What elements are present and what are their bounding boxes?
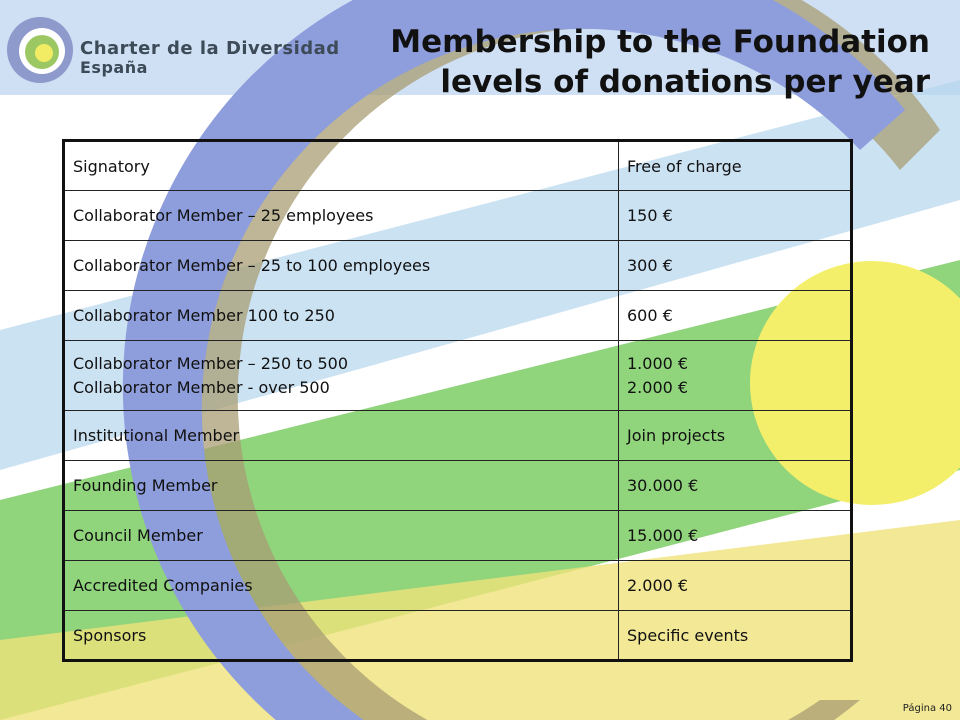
- donation-value-cell: 300 €: [619, 241, 852, 291]
- membership-level-cell: Council Member: [64, 511, 619, 561]
- membership-level-cell: Accredited Companies: [64, 561, 619, 611]
- table-row: [64, 141, 852, 191]
- slide-title-line2: levels of donations per year: [440, 64, 930, 100]
- table-row: [64, 611, 852, 661]
- donation-value-cell: 15.000 €: [619, 511, 852, 561]
- charter-logo-icon: [4, 8, 74, 90]
- donation-value-cell: Join projects: [619, 411, 852, 461]
- donation-value-cell: Free of charge: [619, 141, 852, 191]
- slide-title-line1: Membership to the Foundation: [390, 24, 930, 60]
- donation-value-cell: 30.000 €: [619, 461, 852, 511]
- table-row: [64, 291, 852, 341]
- table-row: [64, 511, 852, 561]
- membership-level-cell: Institutional Member: [64, 411, 619, 461]
- table-row: [64, 461, 852, 511]
- membership-level-cell: Signatory: [64, 141, 619, 191]
- membership-level-cell: Founding Member: [64, 461, 619, 511]
- membership-level-cell: Sponsors: [64, 611, 619, 661]
- logo-text-line1: Charter de la Diversidad: [80, 38, 340, 59]
- donation-value-cell: Specific events: [619, 611, 852, 661]
- donation-value-cell: [619, 341, 852, 411]
- page-number: Página 40: [902, 703, 952, 714]
- membership-level-cell: Collaborator Member – 25 employees: [64, 191, 619, 241]
- logo-text-line2: España: [80, 58, 148, 77]
- donation-value-cell: 600 €: [619, 291, 852, 341]
- membership-level-cell: Collaborator Member – 25 to 100 employees: [64, 241, 619, 291]
- membership-level-cell: [64, 341, 619, 411]
- donation-value-line: 2.000 €: [627, 377, 689, 397]
- table-row: [64, 191, 852, 241]
- donation-value-cell: 2.000 €: [619, 561, 852, 611]
- donation-value-line: 1.000 €: [627, 353, 689, 373]
- membership-table: [62, 139, 853, 662]
- table-row: [64, 341, 852, 411]
- table-row: [64, 241, 852, 291]
- slide-title: [390, 22, 930, 102]
- membership-level-cell: Collaborator Member 100 to 250: [64, 291, 619, 341]
- donation-value-cell: 150 €: [619, 191, 852, 241]
- table-row: [64, 411, 852, 461]
- table-row: [64, 561, 852, 611]
- membership-level-line: Collaborator Member - over 500: [73, 377, 330, 397]
- membership-level-line: Collaborator Member – 250 to 500: [73, 353, 349, 373]
- charter-logo: [4, 8, 384, 90]
